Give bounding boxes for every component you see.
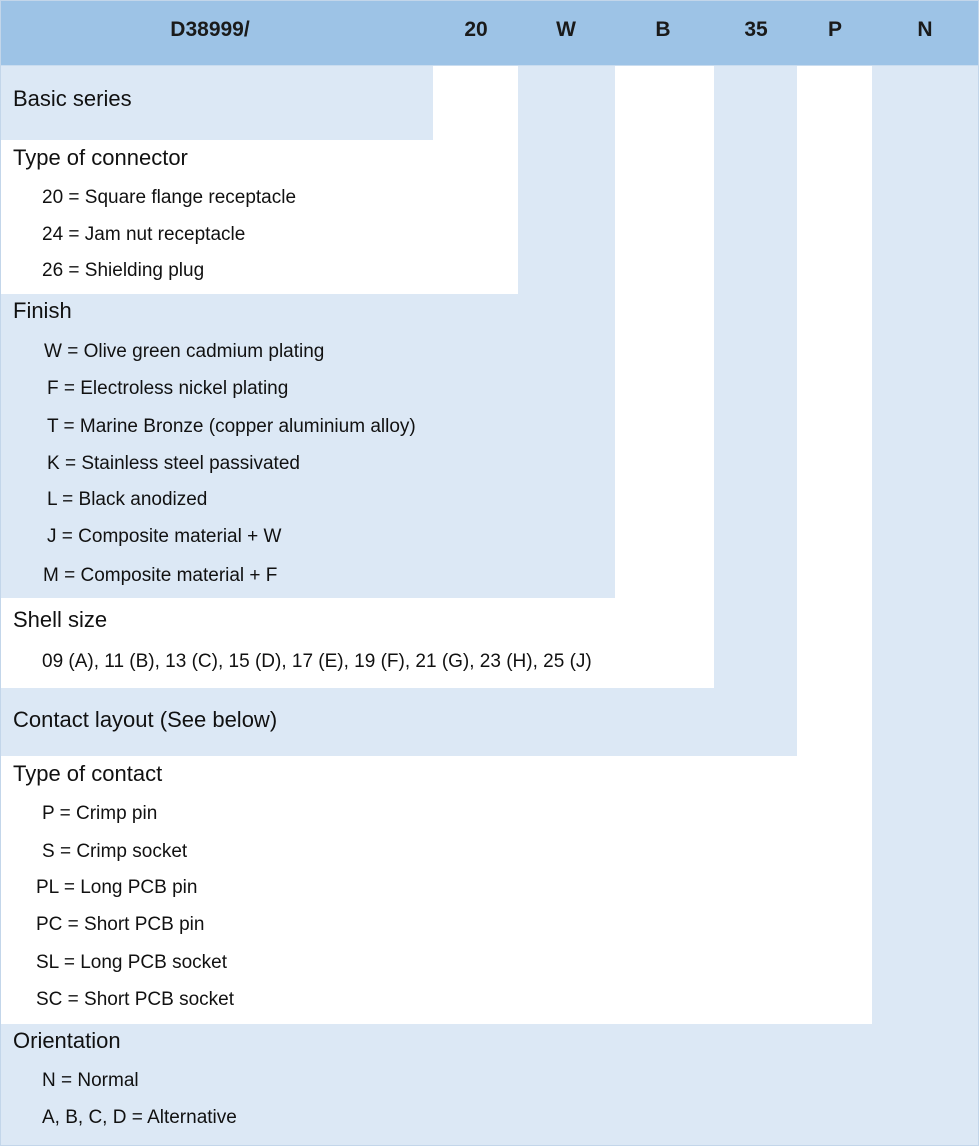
code-finish: W xyxy=(556,18,576,41)
code-orientation: N xyxy=(917,18,933,41)
list-item: N = Normal xyxy=(42,1070,139,1091)
list-item: F = Electroless nickel plating xyxy=(47,378,289,399)
section-title-type-of-contact: Type of contact xyxy=(13,761,163,786)
section-title-contact-layout: Contact layout (See below) xyxy=(13,707,278,732)
list-item: T = Marine Bronze (copper aluminium alloy) xyxy=(47,416,416,437)
code-contact-layout: 35 xyxy=(744,18,768,41)
section-title-basic-series: Basic series xyxy=(13,86,132,111)
list-item: M = Composite material + F xyxy=(43,565,278,586)
list-item: 09 (A), 11 (B), 13 (C), 15 (D), 17 (E), 19 (F), 21 (G), 23 (H), 25 (J) xyxy=(42,651,592,672)
list-item: L = Black anodized xyxy=(47,489,208,510)
list-item: SC = Short PCB socket xyxy=(36,989,234,1010)
list-item: K = Stainless steel passivated xyxy=(47,453,300,474)
list-item: PL = Long PCB pin xyxy=(36,877,198,898)
list-item: S = Crimp socket xyxy=(42,841,188,862)
leader-gap xyxy=(433,66,518,140)
list-item: 26 = Shielding plug xyxy=(42,260,205,281)
section-title-orientation: Orientation xyxy=(13,1028,121,1053)
leader-gap xyxy=(797,66,872,756)
list-item: 20 = Square flange receptacle xyxy=(42,187,297,208)
list-item: SL = Long PCB socket xyxy=(36,952,227,973)
list-item: 24 = Jam nut receptacle xyxy=(42,224,246,245)
code-contact-type: P xyxy=(827,18,842,41)
list-item: W = Olive green cadmium plating xyxy=(44,341,325,362)
section-title-type-of-connector: Type of connector xyxy=(13,145,188,170)
section-title-shell-size: Shell size xyxy=(13,607,108,632)
list-item: PC = Short PCB pin xyxy=(36,914,205,935)
code-connector-type: 20 xyxy=(464,18,488,41)
header-bar xyxy=(0,0,979,66)
code-basic-series: D38999/ xyxy=(170,18,250,41)
list-item: A, B, C, D = Alternative xyxy=(42,1107,237,1128)
list-item: J = Composite material + W xyxy=(47,526,282,547)
code-shell-size: B xyxy=(655,18,671,41)
section-title-finish: Finish xyxy=(13,298,72,323)
list-item: P = Crimp pin xyxy=(42,803,158,824)
leader-gap xyxy=(615,66,714,598)
